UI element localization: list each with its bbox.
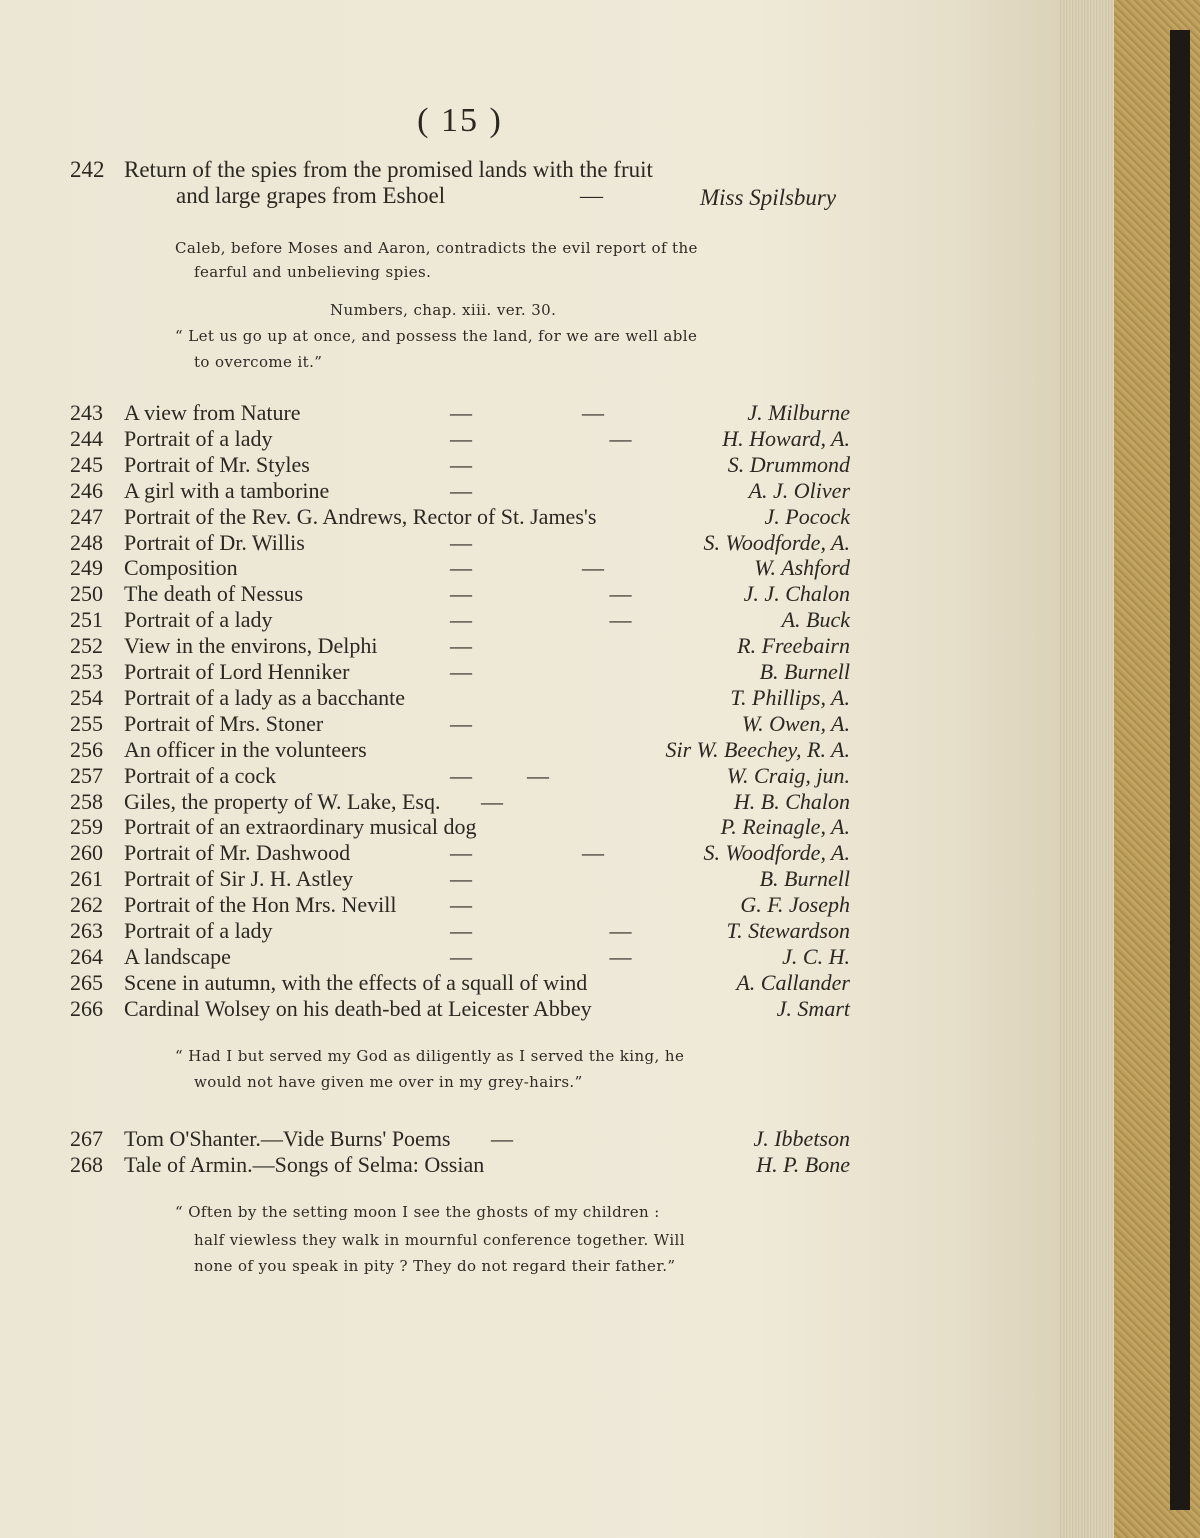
entry-number: 250 <box>70 581 103 607</box>
entry-number: 251 <box>70 607 103 633</box>
entry-row <box>70 400 850 426</box>
entry-artist: T. Stewardson <box>726 918 850 943</box>
entry-number: 265 <box>70 969 103 995</box>
entry-artist: W. Ashford <box>754 555 850 581</box>
note-242-line2: fearful and unbelieving spies. <box>194 263 432 281</box>
entry-title: Tale of Armin.—Songs of Selma: Ossian <box>124 1152 485 1177</box>
entry-dashes: — <box>481 788 503 814</box>
entry-row <box>70 1152 850 1178</box>
entry-number: 257 <box>70 762 103 788</box>
entry-artist: A. J. Oliver <box>748 477 850 503</box>
page-number: ( 15 ) <box>417 102 503 139</box>
entry-row <box>70 426 850 452</box>
entry-title: An officer in the volunteers <box>124 736 367 762</box>
entry-number: 242 <box>70 157 105 182</box>
entry-number: 246 <box>70 477 103 503</box>
entry-artist: S. Woodforde, A. <box>703 529 850 555</box>
entry-dashes: — — <box>450 400 604 425</box>
entry-title: Portrait of a cock <box>124 762 277 788</box>
entry-row <box>70 737 850 763</box>
entry-number: 260 <box>70 840 103 866</box>
entry-artist: H. P. Bone <box>756 1152 850 1177</box>
entry-row <box>70 581 850 607</box>
entry-number: 243 <box>70 400 103 425</box>
entry-artist: B. Burnell <box>759 659 850 684</box>
entry-title-line1: Return of the spies from the promised lands with the fruit <box>124 157 653 182</box>
entry-number: 249 <box>70 555 103 581</box>
entry-number: 261 <box>70 866 103 892</box>
entry-number: 263 <box>70 918 103 943</box>
entry-row <box>70 918 850 944</box>
entry-number: 255 <box>70 710 103 736</box>
entry-title: Cardinal Wolsey on his death-bed at Leicester Abbey <box>124 995 592 1021</box>
entry-artist: B. Burnell <box>759 866 850 892</box>
entry-title: Portrait of Lord Henniker <box>124 659 350 684</box>
entry-number: 258 <box>70 788 103 814</box>
entry-row <box>70 633 850 659</box>
quote-266-line2: would not have given me over in my grey-hairs.” <box>194 1073 583 1091</box>
entry-row <box>70 944 850 970</box>
quote-268-line2: half viewless they walk in mournful conference together. Will <box>194 1231 685 1249</box>
entry-artist: G. F. Joseph <box>740 892 850 918</box>
entry-title-line2: and large grapes from Eshoel <box>176 183 446 208</box>
entry-242 <box>70 156 653 184</box>
entry-number: 244 <box>70 425 103 451</box>
entry-number: 253 <box>70 659 103 684</box>
entry-artist: S. Drummond <box>727 451 850 477</box>
entry-artist: S. Woodforde, A. <box>703 840 850 866</box>
entry-dashes: — — <box>450 762 549 788</box>
quote-242-line1: “ Let us go up at once, and possess the land, for we are well able <box>175 327 698 345</box>
entry-dashes: — <box>450 633 472 659</box>
entry-dashes: — <box>491 1126 513 1151</box>
entry-artist: J. Smart <box>776 995 850 1021</box>
entry-artist: W. Owen, A. <box>741 710 850 736</box>
entry-title: Composition <box>124 555 238 581</box>
entry-dashes: — <box>450 866 472 892</box>
entry-row <box>70 763 850 789</box>
entry-row <box>70 892 850 918</box>
entry-title: The death of Nessus <box>124 581 304 607</box>
entry-dashes: — <box>450 529 472 555</box>
note-242-line1: Caleb, before Moses and Aaron, contradicts the evil report of the <box>175 239 698 257</box>
entry-title: Portrait of a lady <box>124 918 273 943</box>
entry-row <box>70 659 850 685</box>
entry-row <box>70 504 850 530</box>
entry-number: 262 <box>70 892 103 918</box>
entry-artist: J. Ibbetson <box>753 1126 850 1151</box>
entry-dashes: — — <box>450 840 604 866</box>
entry-title: Portrait of a lady <box>124 425 273 451</box>
entry-dashes: — — <box>450 555 604 581</box>
quote-266-line1: “ Had I but served my God as diligently as I served the king, he <box>175 1047 685 1065</box>
entry-title: Portrait of Mr. Dashwood <box>124 840 351 866</box>
entry-row <box>70 814 850 840</box>
entry-number: 267 <box>70 1126 103 1151</box>
entry-dashes: — <box>450 477 472 503</box>
entry-number: 259 <box>70 814 103 840</box>
entry-row <box>70 970 850 996</box>
entry-number: 247 <box>70 503 103 529</box>
entry-number: 268 <box>70 1152 103 1177</box>
citation-242: Numbers, chap. xiii. ver. 30. <box>330 301 557 319</box>
entry-dashes: — <box>450 451 472 477</box>
entry-242-artist: Miss Spilsbury <box>700 185 837 210</box>
entry-number: 264 <box>70 943 103 969</box>
entry-242-dash: — <box>580 183 603 208</box>
entry-artist: J. J. Chalon <box>743 581 850 607</box>
quote-242-line2: to overcome it.” <box>194 353 323 371</box>
entry-artist: H. Howard, A. <box>722 425 850 451</box>
entry-artist: J. Milburne <box>747 400 850 425</box>
entry-row <box>70 555 850 581</box>
entry-number: 256 <box>70 736 103 762</box>
entry-title: Portrait of Mr. Styles <box>124 451 310 477</box>
cover-shadow <box>1170 30 1190 1510</box>
entry-artist: P. Reinagle, A. <box>720 814 850 840</box>
entry-row <box>70 789 850 815</box>
entry-artist: H. B. Chalon <box>733 788 850 814</box>
entry-number: 254 <box>70 684 103 710</box>
entry-row <box>70 607 850 633</box>
entry-row <box>70 452 850 478</box>
entry-artist: W. Craig, jun. <box>726 762 850 788</box>
entry-title: Portrait of the Hon Mrs. Nevill <box>124 892 397 918</box>
entry-row <box>70 711 850 737</box>
entry-dashes: — <box>450 710 472 736</box>
entry-title: Scene in autumn, with the effects of a squall of wind <box>124 969 588 995</box>
entry-number: 252 <box>70 633 103 659</box>
entry-title: Portrait of Mrs. Stoner <box>124 710 324 736</box>
entry-row <box>70 1126 850 1152</box>
entry-title: A view from Nature <box>124 400 301 425</box>
entry-242-line2 <box>176 182 445 210</box>
entry-title: Portrait of Dr. Willis <box>124 529 305 555</box>
entry-number: 245 <box>70 451 103 477</box>
entry-dashes: — <box>450 892 472 918</box>
entry-dashes: — — <box>450 425 632 451</box>
entry-artist: R. Freebairn <box>737 633 850 659</box>
entry-dashes: — — <box>450 918 632 943</box>
quote-268-line1: “ Often by the setting moon I see the ghosts of my children : <box>175 1203 660 1221</box>
entry-title: View in the environs, Delphi <box>124 633 378 659</box>
entry-row <box>70 478 850 504</box>
entry-artist: J. C. H. <box>782 943 850 969</box>
entry-dashes: — — <box>450 581 632 607</box>
entry-title: Portrait of Sir J. H. Astley <box>124 866 354 892</box>
entry-title: Giles, the property of W. Lake, Esq. <box>124 788 441 814</box>
entry-title: Portrait of the Rev. G. Andrews, Rector of St. James's <box>124 503 597 529</box>
entry-number: 266 <box>70 995 103 1021</box>
entry-number: 248 <box>70 529 103 555</box>
entry-row <box>70 840 850 866</box>
entry-title: Tom O'Shanter.—Vide Burns' Poems <box>124 1126 451 1151</box>
entry-dashes: — <box>450 659 472 684</box>
entry-row <box>70 866 850 892</box>
entry-artist: T. Phillips, A. <box>730 684 850 710</box>
entry-title: A landscape <box>124 943 231 969</box>
page-edge <box>1060 0 1114 1538</box>
entry-row <box>70 685 850 711</box>
entry-artist: Sir W. Beechey, R. A. <box>665 736 850 762</box>
entry-dashes: — — <box>450 943 632 969</box>
entry-dashes: — — <box>450 607 632 633</box>
entry-row <box>70 996 850 1022</box>
entry-artist: A. Buck <box>781 607 850 633</box>
quote-268-line3: none of you speak in pity ? They do not regard their father.” <box>194 1257 676 1275</box>
entry-title: A girl with a tamborine <box>124 477 330 503</box>
entry-title: Portrait of an extraordinary musical dog <box>124 814 477 840</box>
entry-row <box>70 530 850 556</box>
entry-title: Portrait of a lady <box>124 607 273 633</box>
entry-artist: A. Callander <box>736 969 850 995</box>
entry-artist: J. Pocock <box>764 503 850 529</box>
entry-title: Portrait of a lady as a bacchante <box>124 684 405 710</box>
